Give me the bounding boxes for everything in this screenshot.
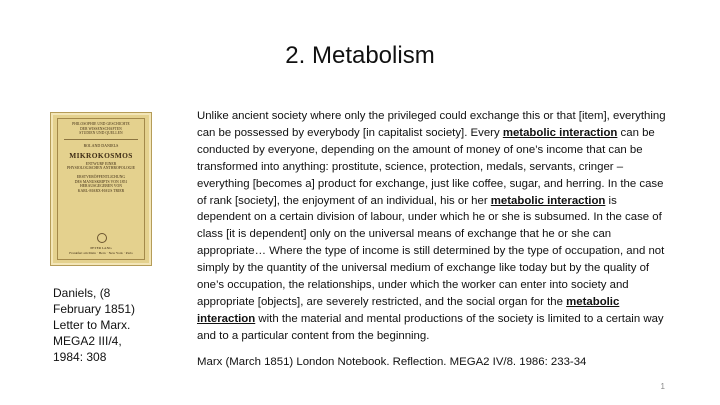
caption-line: 1984: 308: [53, 350, 107, 364]
page-number: 1: [660, 382, 665, 391]
book-cover-frame: [57, 118, 145, 260]
slide-title: 2. Metabolism: [285, 42, 435, 69]
caption-line: February 1851): [53, 302, 136, 316]
publisher-logo-icon: [97, 233, 107, 243]
book-series: [58, 122, 144, 136]
quote-segment: is dependent on a certain division of labour, under which he or she is subsumed. In the case of class [it is dependent] only on the universal means of exchange that he or she can appropriate… Where the type of income is still determined by the type of occupation, and not simply by the quantity of the universal medium of exchange like today but by the quality of one’s occupation, the relationships, under which the worker can enter into society and appropriate [objects], are severely restricted, and the social organ for the: [197, 194, 665, 308]
book-divider: [64, 139, 138, 140]
caption-line: MEGA2 III/4,: [53, 334, 122, 348]
book-edition: [58, 175, 144, 193]
quote-text: [197, 108, 667, 345]
quote-segment: with the material and mental productions of the society is limited to a certain way and to a particular content from the beginning.: [197, 312, 664, 342]
caption-line: Daniels, (8: [53, 286, 111, 300]
book-publisher-line: Frankfurt am Main · Bern · New York · Paris: [69, 250, 133, 255]
book-edition-line: DES MANUSKRIPTS VON 1851: [74, 179, 128, 184]
book-edition-line: KARL-MARX-HAUS TRIER: [77, 188, 125, 193]
key-term: metabolic interaction: [490, 194, 606, 207]
book-series-line: PHILOSOPHIE UND GESCHICHTE: [72, 122, 130, 126]
key-term: metabolic interaction: [502, 126, 618, 139]
book-subtitle-line: ENTWURF EINER: [85, 161, 117, 166]
book-cover-image: [50, 112, 152, 266]
book-series-line: STUDIEN UND QUELLEN: [79, 131, 123, 136]
book-subtitle: [58, 162, 144, 171]
book-edition-line: ERSTVERÖFFENTLICHUNG: [76, 174, 126, 179]
key-term: metabolic interaction: [197, 295, 620, 325]
image-caption: [53, 285, 168, 365]
book-title: MIKROKOSMOS: [69, 150, 133, 160]
book-series-line: DER WISSENSCHAFTEN: [80, 126, 122, 131]
quote-segment: Unlike ancient society where only the privileged could exchange this or that [item], everything can be possessed by everybody [in capitalist society]. Every: [197, 110, 666, 139]
book-edition-line: HERAUSGEGEBEN VON: [79, 184, 122, 189]
book-publisher: [58, 246, 144, 255]
book-subtitle-line: PHYSIOLOGISCHEN ANTHROPOLOGIE: [66, 166, 136, 171]
quote-segment: can be conducted by everyone, depending on the amount of money of one’s income that can be transformed into anything: prostitute, science, protection, medals, servants, cringer – everything [becomes a] product for exchange, just like coffee, sugar, and herring. In the case of rank [society], the enjoyment of an individual, his or her: [197, 126, 664, 207]
quote-source: Marx (March 1851) London Notebook. Reflection. MEGA2 IV/8. 1986: 233-34: [197, 356, 587, 368]
caption-line: Letter to Marx.: [53, 318, 131, 332]
book-publisher-line: PETER LANG: [90, 246, 112, 251]
book-author: ROLAND DANIELS: [83, 142, 119, 148]
